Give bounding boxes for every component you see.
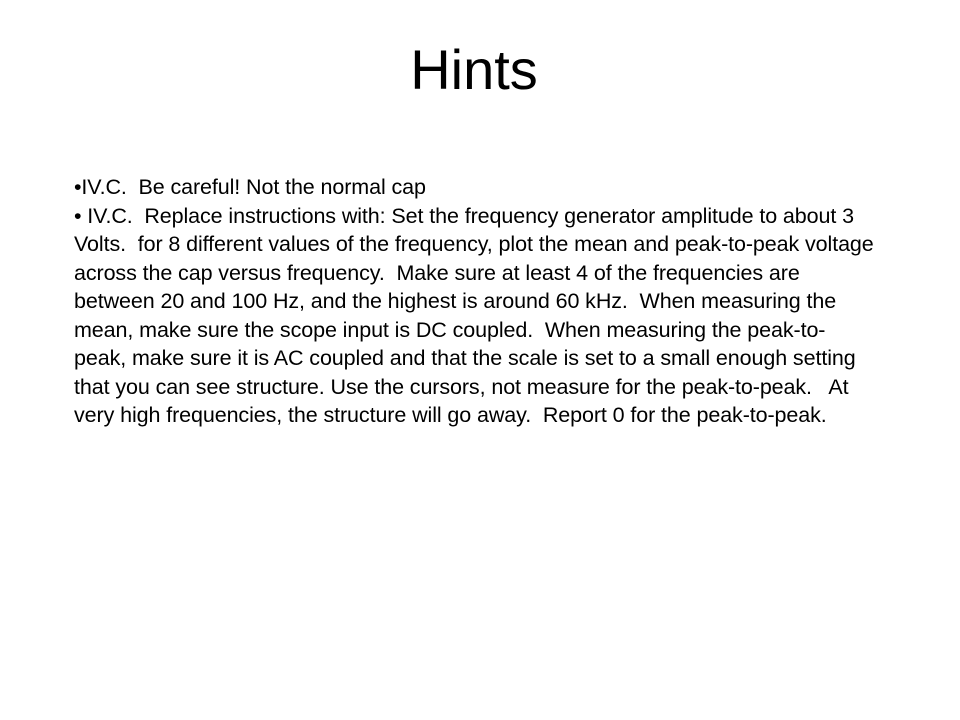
bullet-item-1: •IV.C. Be careful! Not the normal cap [74,175,426,199]
slide-title: Hints [410,38,538,101]
bullet-item-2: • IV.C. Replace instructions with: Set the frequency generator amplitude to about 3 Volts. for 8 different values of the frequency, plot the mean and peak-to-peak voltage across the cap versus frequency. Make sure at least 4 of the frequencies are between 20 and 100 Hz, and the highest is around 60 kHz. When measuring the mean, make sure the scope input is DC coupled. When measuring the peak-to-peak, make sure it is AC coupled and that the scale is set to a small enough setting that you can see structure. Use the cursors, not measure for the peak-to-peak. At very high frequencies, the structure will go away. Report 0 for the peak-to-peak. [74,203,880,427]
slide-body [74,173,880,430]
